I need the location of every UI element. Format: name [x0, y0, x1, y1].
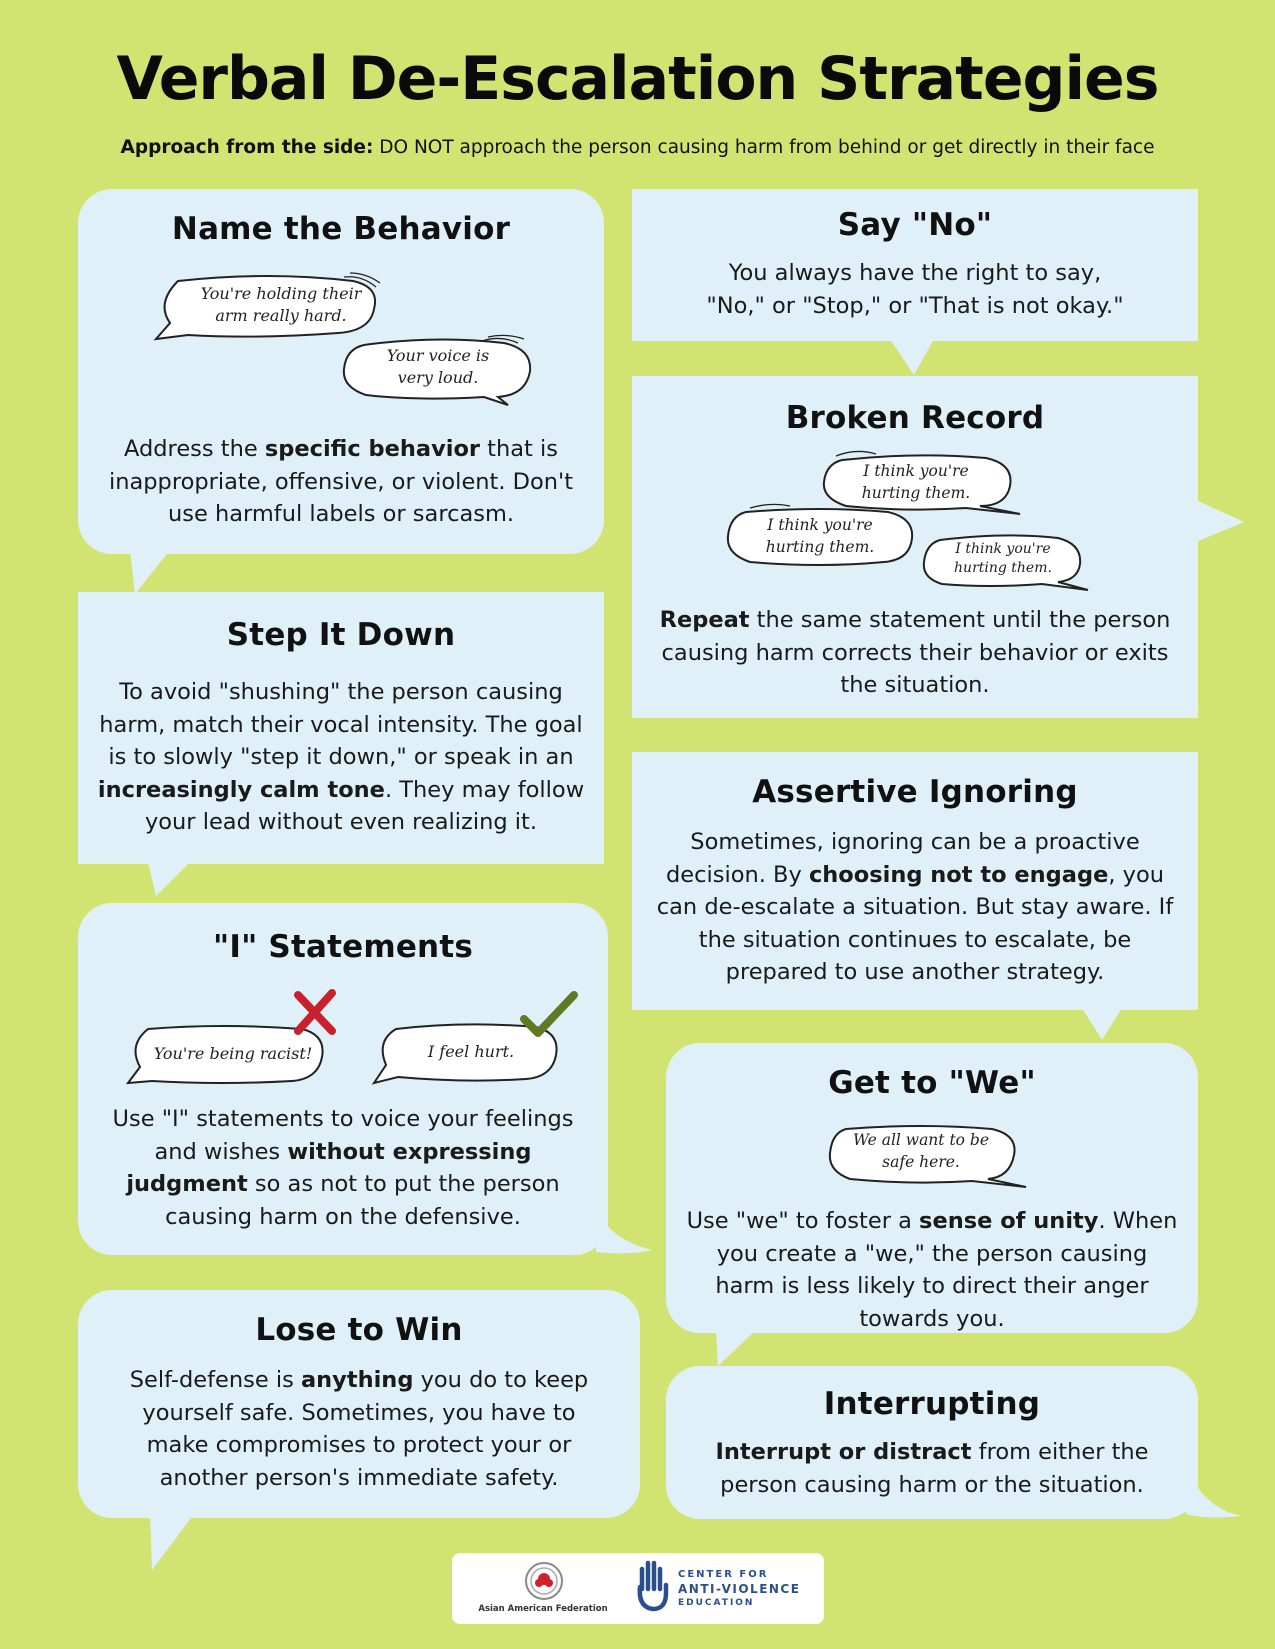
cave-line-1: CENTER FOR — [678, 1569, 769, 1580]
check-icon — [520, 991, 578, 1043]
card-body: You always have the right to say, "No," or "Stop," or "That is not okay." — [706, 260, 1124, 319]
cave-hand-icon — [636, 1559, 670, 1613]
card-tail — [716, 1330, 756, 1368]
aaf-name: Asian American Federation — [478, 1604, 608, 1614]
subtitle — [0, 137, 1275, 158]
subtitle-text: DO NOT approach the person causing harm from behind or get directly in their face — [379, 137, 1155, 158]
card-say-no — [632, 189, 1198, 341]
card-title: Interrupting — [823, 1386, 1041, 1422]
card-title: Say "No" — [837, 207, 993, 243]
card-body: Repeat the same statement until the person causing harm corrects their behavior or exits the situation. — [659, 607, 1171, 698]
cave-line-2: ANTI-VIOLENCE — [678, 1582, 801, 1596]
card-tail — [130, 550, 170, 596]
bubble-text: I think you're hurting them. — [861, 462, 971, 502]
card-tail — [1082, 1008, 1122, 1042]
bubble-text: Your voice is very loud. — [386, 346, 490, 387]
page-title: Verbal De-Escalation Strategies — [116, 44, 1159, 114]
card-tail — [148, 862, 190, 898]
card-title: Broken Record — [785, 400, 1045, 436]
card-body: Interrupt or distract from either the person causing harm or the situation. — [715, 1439, 1149, 1498]
card-title: Assertive Ignoring — [752, 774, 1078, 810]
card-body: Use "I" statements to voice your feelings and wishes without expressing judgment so as not to put the person causing harm on the defensive. — [112, 1106, 574, 1230]
card-name-the-behavior — [78, 189, 604, 554]
card-i-statements — [78, 903, 608, 1255]
card-title: Get to "We" — [828, 1065, 1036, 1101]
card-step-it-down — [78, 592, 604, 864]
card-title: Step It Down — [226, 617, 456, 653]
bubble-text: I feel hurt. — [427, 1042, 515, 1061]
card-title: Name the Behavior — [171, 211, 511, 247]
card-tail — [1196, 500, 1246, 544]
aaf-logo-icon — [524, 1561, 564, 1601]
card-interrupting — [666, 1366, 1198, 1519]
card-tail — [150, 1514, 194, 1572]
card-broken-record — [632, 376, 1198, 718]
cave-line-3: EDUCATION — [678, 1598, 755, 1608]
card-body: Sometimes, ignoring can be a proactive decision. By choosing not to engage, you can de-escalate a situation. But stay aware. If the situation continues to escalate, be prepared to use another strategy. — [656, 829, 1174, 985]
bubble-text: We all want to be safe here. — [852, 1131, 990, 1171]
bubble-text: I think you're hurting them. — [954, 541, 1052, 576]
bubble-text: You're being racist! — [153, 1044, 313, 1063]
card-tail — [596, 1206, 656, 1256]
cross-icon — [290, 989, 338, 1037]
card-get-to-we — [666, 1043, 1198, 1333]
card-title: Lose to Win — [255, 1312, 463, 1348]
card-body: Use "we" to foster a sense of unity. When you create a "we," the person causing harm is less likely to direct their anger towards you. — [686, 1208, 1178, 1332]
card-lose-to-win — [78, 1290, 640, 1518]
footer-logos — [452, 1553, 824, 1624]
card-assertive-ignoring — [632, 752, 1198, 1010]
card-body: To avoid "shushing" the person causing harm, match their vocal intensity. The goal is to slowly "step it down," or speak in an increasingly calm tone. They may follow your lead without even realizing it. — [97, 679, 585, 835]
subtitle-lead: Approach from the side: — [120, 137, 374, 158]
card-body: Self-defense is anything you do to keep yourself safe. Sometimes, you have to make compromises to protect your or another person's immediate safety. — [129, 1367, 589, 1491]
card-tail — [1186, 1466, 1246, 1518]
card-body: Address the specific behavior that is inappropriate, offensive, or violent. Don't use harmful labels or sarcasm. — [108, 436, 574, 527]
card-title: "I" Statements — [212, 929, 473, 965]
bubble-text: I think you're hurting them. — [765, 516, 875, 556]
card-tail — [890, 339, 934, 377]
bubble-text: You're holding their arm really hard. — [200, 284, 362, 325]
